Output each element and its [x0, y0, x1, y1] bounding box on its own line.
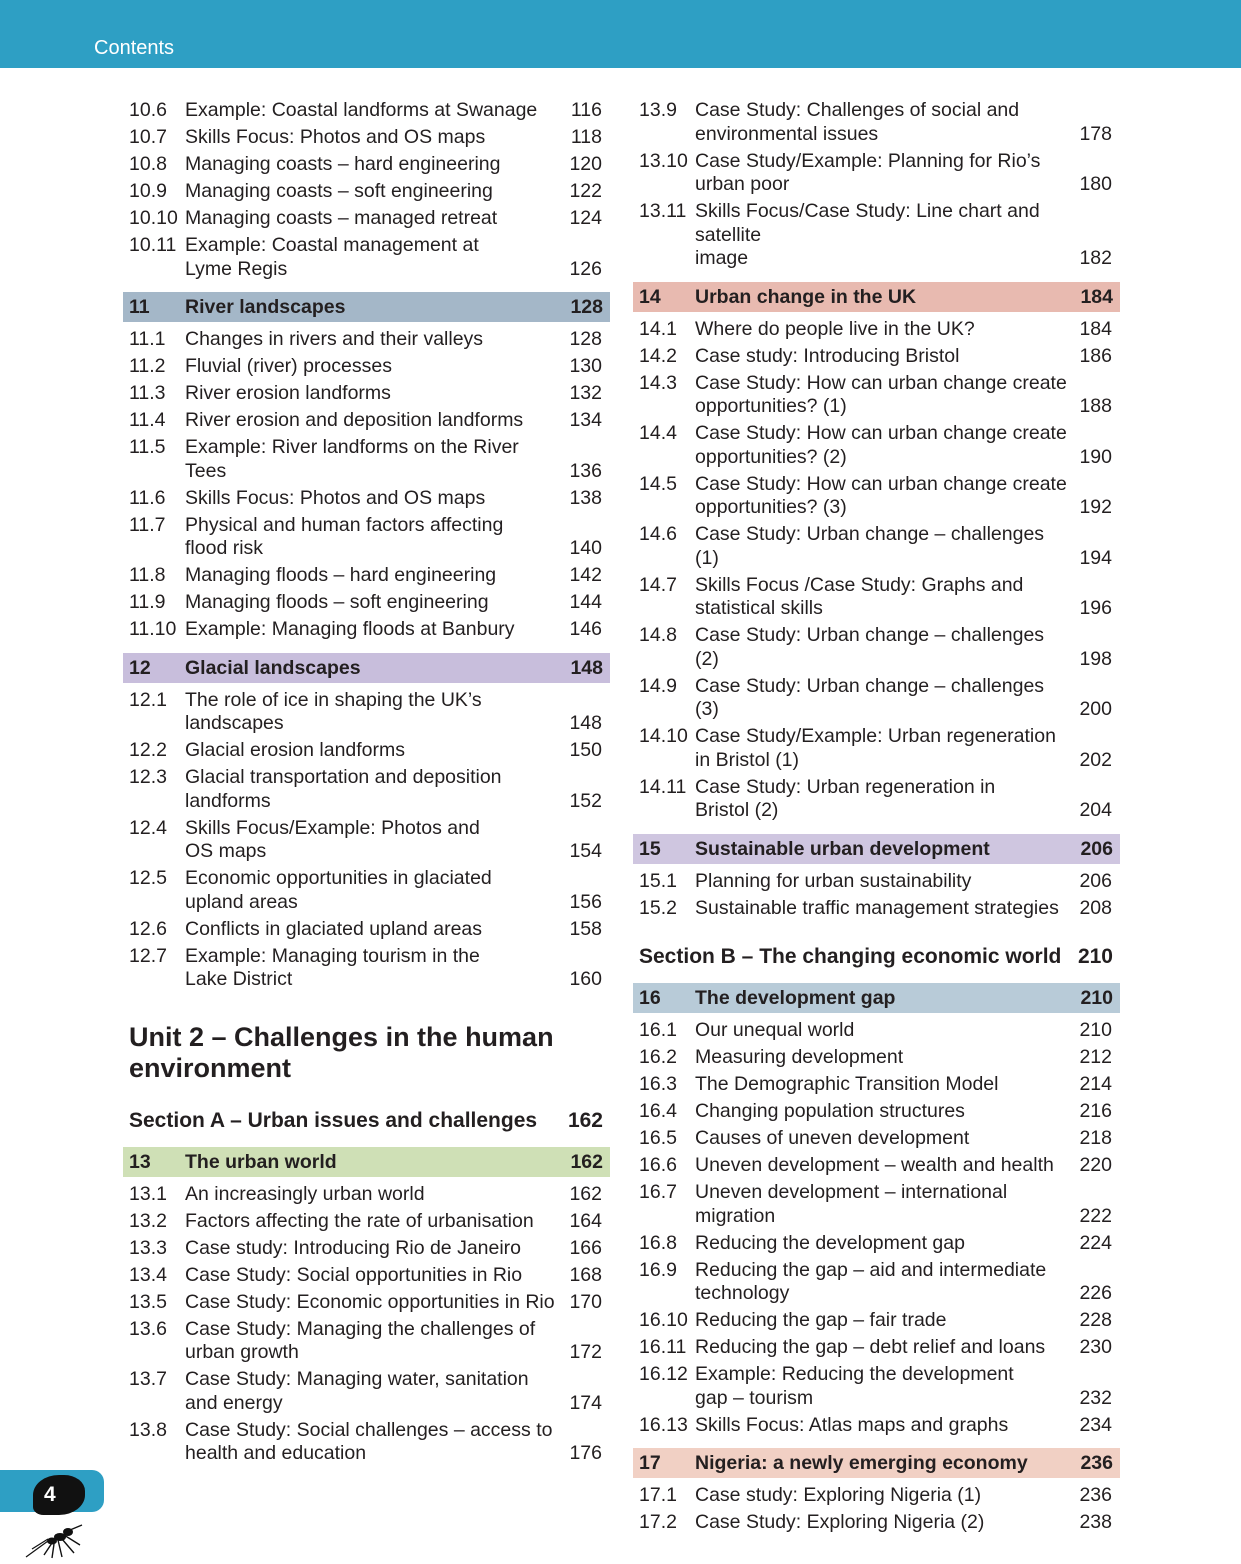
entry-title: Case Study: Exploring Nigeria (2)	[695, 1511, 985, 1533]
entry-page: 164	[569, 1209, 602, 1232]
toc-entry[interactable]	[633, 870, 1120, 894]
toc-entry[interactable]	[123, 945, 610, 992]
entry-title: Case study: Exploring Nigeria (1)	[695, 1484, 982, 1506]
entry-title: Case Study/Example: Planning for Rio’s urban poor	[695, 149, 1041, 195]
entry-page: 216	[1079, 1100, 1112, 1122]
entry-number: 16.7	[639, 1181, 677, 1203]
toc-entry[interactable]	[123, 1264, 610, 1288]
entry-page: 184	[1080, 285, 1113, 308]
entry-title: Reducing the gap – aid and intermediate technology	[695, 1258, 1047, 1304]
entry-page: 206	[1079, 869, 1112, 892]
entry-number: 11	[129, 296, 150, 318]
entry-number: 11.5	[129, 436, 166, 458]
entry-page: 192	[1079, 496, 1112, 518]
entry-number: 17.2	[639, 1511, 677, 1533]
entry-number: 14.5	[639, 472, 677, 495]
entry-number: 13.6	[129, 1317, 167, 1340]
toc-entry[interactable]	[123, 487, 610, 511]
entry-page: 154	[569, 840, 602, 862]
entry-page: 158	[569, 917, 602, 940]
entry-page: 236	[1079, 1484, 1112, 1506]
entry-title: Managing coasts – soft engineering	[185, 180, 493, 202]
entry-title: An increasingly urban world	[185, 1182, 425, 1205]
entry-number: 14	[639, 285, 661, 308]
entry-number: 17.1	[639, 1484, 677, 1506]
entry-number: 14.10	[639, 725, 688, 747]
entry-number: 15.1	[639, 869, 677, 892]
entry-number: 13.3	[129, 1236, 167, 1259]
entry-number: 10.6	[129, 99, 167, 121]
entry-page: 140	[569, 537, 602, 559]
toc-entry[interactable]	[633, 1127, 1120, 1151]
toc-entry[interactable]	[123, 564, 610, 588]
entry-number: 14.1	[639, 317, 677, 340]
toc-entry[interactable]	[633, 1484, 1120, 1508]
toc-entry[interactable]	[123, 355, 610, 379]
unit-heading: Unit 2 – Challenges in the human environment	[129, 1021, 554, 1083]
toc-entry[interactable]	[633, 1336, 1120, 1360]
section-title: Section A – Urban issues and challenges	[129, 1108, 538, 1132]
entry-page: 152	[569, 789, 602, 812]
entry-page: 144	[569, 591, 602, 613]
entry-title: Case Study: Social challenges – access to health and education	[185, 1418, 553, 1464]
entry-page: 122	[569, 180, 602, 202]
entry-title: Case Study/Example: Urban regeneration in Bristol (1)	[695, 725, 1056, 771]
entry-title: Case Study: Economic opportunities in Rio	[185, 1290, 555, 1313]
entry-number: 11.3	[129, 382, 166, 404]
entry-number: 13.5	[129, 1290, 167, 1313]
entry-title: Case Study: Managing water, sanitation and energy	[185, 1368, 529, 1414]
entry-title: Managing coasts – hard engineering	[185, 153, 501, 175]
toc-entry[interactable]	[633, 1019, 1120, 1043]
section-page: 210	[1077, 945, 1113, 968]
entry-title: Example: Managing floods at Banbury	[185, 618, 515, 640]
entry-title: River erosion and deposition landforms	[185, 409, 524, 431]
entry-title: The urban world	[185, 1150, 337, 1173]
entry-number: 14.4	[639, 422, 677, 444]
entry-number: 16.11	[639, 1336, 687, 1358]
entry-title: The development gap	[695, 987, 896, 1009]
contents-left-column	[123, 99, 610, 1469]
toc-entry[interactable]	[633, 200, 1120, 271]
entry-number: 12.1	[129, 688, 167, 711]
toc-entry[interactable]	[123, 514, 610, 561]
toc-entry[interactable]	[633, 897, 1120, 921]
entry-page: 238	[1079, 1511, 1112, 1533]
toc-entry[interactable]	[123, 99, 610, 123]
toc-entry[interactable]	[633, 422, 1120, 469]
entry-page: 150	[569, 739, 602, 761]
toc-entry[interactable]	[123, 1318, 610, 1365]
entry-page: 230	[1079, 1336, 1112, 1358]
entry-number: 10.9	[129, 180, 167, 202]
entry-page: 190	[1079, 445, 1112, 468]
entry-title: The Demographic Transition Model	[695, 1073, 999, 1095]
toc-entry[interactable]	[633, 318, 1120, 342]
entry-title: Conflicts in glaciated upland areas	[185, 917, 483, 940]
entry-page: 148	[570, 656, 603, 679]
entry-page: 234	[1079, 1413, 1112, 1436]
entry-number: 13.2	[129, 1209, 167, 1232]
entry-page: 134	[569, 409, 602, 431]
entry-number: 16.5	[639, 1127, 677, 1149]
entry-title: Uneven development – international migration	[695, 1181, 1008, 1227]
entry-number: 10.7	[129, 126, 167, 148]
toc-entry[interactable]	[633, 776, 1120, 823]
entry-title: Causes of uneven development	[695, 1127, 970, 1149]
entry-title: Case Study: How can urban change create opportunities? (3)	[695, 472, 1067, 518]
entry-title: Case Study: How can urban change create opportunities? (1)	[695, 371, 1067, 417]
entry-page: 210	[1079, 1019, 1112, 1041]
toc-entry[interactable]	[123, 1419, 610, 1466]
entry-page: 188	[1079, 395, 1112, 417]
section-heading	[123, 1106, 610, 1136]
entry-title: The role of ice in shaping the UK’s landscapes	[185, 688, 482, 734]
toc-entry[interactable]	[123, 591, 610, 615]
entry-page: 200	[1079, 698, 1112, 720]
entry-title: Economic opportunities in glaciated upland areas	[185, 867, 492, 913]
entry-number: 14.3	[639, 371, 677, 394]
entry-title: Reducing the gap – debt relief and loans	[695, 1336, 1046, 1358]
entry-number: 12	[129, 656, 151, 679]
entry-number: 11.2	[129, 355, 166, 377]
toc-entry[interactable]	[633, 345, 1120, 369]
toc-entry[interactable]	[123, 436, 610, 483]
entry-number: 10.10	[129, 207, 178, 229]
entry-page: 214	[1079, 1073, 1112, 1095]
entry-page: 156	[569, 890, 602, 913]
entry-title: Skills Focus: Photos and OS maps	[185, 126, 486, 148]
header-bar	[0, 0, 1241, 68]
contents-right-column	[633, 99, 1120, 1538]
entry-title: Case Study: Urban change – challenges (3)	[695, 674, 1045, 720]
entry-title: Skills Focus: Atlas maps and graphs	[695, 1413, 1009, 1436]
entry-page: 126	[569, 257, 602, 280]
entry-number: 11.1	[129, 328, 166, 350]
entry-title: Our unequal world	[695, 1019, 855, 1041]
entry-number: 16.6	[639, 1154, 677, 1176]
page-title: Contents	[94, 37, 175, 59]
entry-title: Case Study: Managing the challenges of urban growth	[185, 1317, 536, 1363]
chapter-heading[interactable]	[633, 834, 1120, 864]
entry-title: Sustainable traffic management strategies	[695, 896, 1059, 919]
toc-entry[interactable]	[633, 1073, 1120, 1097]
entry-title: Reducing the development gap	[695, 1231, 965, 1254]
entry-title: Changing population structures	[695, 1100, 965, 1122]
entry-title: Managing floods – soft engineering	[185, 591, 489, 613]
entry-page: 186	[1079, 344, 1112, 367]
entry-title: Example: Coastal management at Lyme Regis	[185, 234, 479, 280]
entry-page: 208	[1079, 896, 1112, 919]
toc-entry[interactable]	[123, 180, 610, 204]
toc-entry[interactable]	[123, 328, 610, 352]
page-number: 4	[44, 1483, 56, 1506]
toc-entry[interactable]	[123, 1183, 610, 1207]
entry-page: 178	[1079, 122, 1112, 145]
entry-number: 12.7	[129, 944, 167, 967]
toc-entry[interactable]	[123, 689, 610, 736]
entry-number: 14.2	[639, 344, 677, 367]
toc-entry[interactable]	[633, 624, 1120, 671]
toc-entry[interactable]	[633, 1363, 1120, 1410]
entry-number: 13.4	[129, 1263, 167, 1286]
chapter-heading[interactable]	[123, 1147, 610, 1177]
entry-number: 16.3	[639, 1073, 677, 1095]
toc-entry[interactable]	[633, 1232, 1120, 1256]
entry-page: 142	[569, 564, 602, 586]
toc-entry[interactable]	[633, 523, 1120, 570]
entry-page: 210	[1080, 987, 1113, 1009]
entry-page: 228	[1079, 1309, 1112, 1331]
section-title: Section B – The changing economic world	[639, 945, 1062, 968]
toc-entry[interactable]	[633, 372, 1120, 419]
toc-entry[interactable]	[123, 918, 610, 942]
entry-page: 196	[1079, 597, 1112, 619]
entry-page: 170	[569, 1290, 602, 1313]
entry-page: 162	[570, 1150, 603, 1173]
entry-page: 204	[1079, 799, 1112, 821]
entry-title: Case Study: Urban change – challenges (1)	[695, 523, 1045, 569]
entry-number: 11.6	[129, 486, 166, 509]
entry-page: 128	[570, 296, 603, 318]
entry-title: Changes in rivers and their valleys	[185, 328, 484, 350]
entry-title: Case Study: Urban regeneration in Bristol (2)	[695, 775, 996, 821]
entry-page: 182	[1079, 247, 1112, 269]
entry-title: Sustainable urban development	[695, 837, 990, 860]
entry-number: 13.10	[639, 149, 688, 172]
entry-title: Glacial erosion landforms	[185, 739, 406, 761]
entry-number: 17	[639, 1452, 661, 1474]
chapter-heading[interactable]	[123, 292, 610, 322]
entry-page: 120	[569, 153, 602, 175]
entry-number: 13.9	[639, 99, 677, 121]
entry-title: Glacial landscapes	[185, 656, 361, 679]
entry-number: 15	[639, 837, 661, 860]
entry-title: Glacial transportation and deposition landforms	[185, 766, 502, 812]
entry-title: Case Study: Social opportunities in Rio	[185, 1263, 523, 1286]
entry-number: 13.8	[129, 1418, 167, 1441]
entry-number: 12.5	[129, 867, 167, 889]
entry-title: Planning for urban sustainability	[695, 869, 972, 892]
toc-entry[interactable]	[633, 473, 1120, 520]
entry-page: 224	[1079, 1231, 1112, 1254]
toc-entry[interactable]	[633, 675, 1120, 722]
entry-title: Skills Focus /Case Study: Graphs and statistical skills	[695, 573, 1024, 619]
entry-number: 14.11	[639, 775, 687, 798]
entry-page: 166	[569, 1236, 602, 1259]
entry-number: 12.6	[129, 917, 167, 940]
entry-page: 138	[569, 486, 602, 509]
entry-number: 11.7	[129, 513, 166, 536]
entry-page: 184	[1079, 317, 1112, 340]
section-page: 162	[567, 1108, 603, 1132]
entry-number: 10.8	[129, 153, 167, 175]
entry-number: 16.1	[639, 1019, 677, 1041]
entry-title: Reducing the gap – fair trade	[695, 1309, 947, 1331]
entry-number: 13.1	[129, 1182, 167, 1205]
toc-entry[interactable]	[123, 867, 610, 914]
entry-page: 194	[1079, 546, 1112, 569]
toc-entry[interactable]	[123, 1237, 610, 1261]
entry-number: 12.3	[129, 766, 167, 788]
entry-title: Uneven development – wealth and health	[695, 1154, 1054, 1176]
chapter-heading[interactable]	[633, 983, 1120, 1013]
toc-entry[interactable]	[123, 207, 610, 231]
chapter-heading[interactable]	[633, 1448, 1120, 1478]
toc-entry[interactable]	[633, 1414, 1120, 1438]
toc-entry[interactable]	[633, 574, 1120, 621]
toc-entry[interactable]	[633, 150, 1120, 197]
entry-title: River erosion landforms	[185, 382, 391, 404]
entry-page: 132	[569, 382, 602, 404]
entry-page: 160	[569, 968, 602, 990]
entry-number: 14.6	[639, 523, 677, 545]
toc-entry[interactable]	[633, 1259, 1120, 1306]
entry-page: 172	[569, 1341, 602, 1363]
entry-page: 222	[1079, 1204, 1112, 1227]
entry-title: Urban change in the UK	[695, 285, 917, 308]
entry-page: 124	[569, 207, 602, 229]
entry-page: 236	[1080, 1452, 1113, 1474]
entry-number: 16.2	[639, 1046, 677, 1068]
entry-number: 16.9	[639, 1258, 677, 1281]
entry-page: 220	[1079, 1154, 1112, 1176]
toc-entry[interactable]	[123, 618, 610, 642]
entry-number: 16	[639, 987, 661, 1009]
entry-page: 148	[569, 712, 602, 734]
entry-number: 13.11	[639, 200, 687, 222]
toc-entry[interactable]	[633, 1181, 1120, 1228]
entry-page: 232	[1079, 1386, 1112, 1409]
toc-entry[interactable]	[633, 1511, 1120, 1535]
entry-title: Skills Focus: Photos and OS maps	[185, 486, 486, 509]
entry-number: 13.7	[129, 1368, 167, 1390]
entry-number: 16.12	[639, 1363, 688, 1385]
entry-title: Example: Reducing the development gap – tourism	[695, 1363, 1014, 1409]
toc-entry[interactable]	[633, 1309, 1120, 1333]
toc-entry[interactable]	[123, 766, 610, 813]
toc-entry[interactable]	[633, 1046, 1120, 1070]
toc-entry[interactable]	[123, 739, 610, 763]
entry-title: River landscapes	[185, 296, 346, 318]
entry-title: Case Study: Challenges of social and environmental issues	[695, 99, 1020, 145]
entry-number: 11.10	[129, 618, 177, 640]
entry-title: Case Study: Urban change – challenges (2)	[695, 624, 1045, 670]
toc-entry[interactable]	[123, 817, 610, 864]
toc-entry[interactable]	[123, 234, 610, 281]
entry-title: Example: River landforms on the River Tees	[185, 436, 519, 482]
entry-number: 13	[129, 1150, 151, 1173]
ant-icon	[22, 1505, 92, 1560]
entry-page: 168	[569, 1263, 602, 1286]
entry-page: 180	[1079, 173, 1112, 195]
entry-title: Skills Focus/Example: Photos and OS maps	[185, 816, 480, 862]
entry-number: 14.7	[639, 573, 677, 596]
entry-page: 146	[569, 618, 602, 640]
toc-entry[interactable]	[633, 725, 1120, 772]
entry-title: Case study: Introducing Rio de Janeiro	[185, 1236, 522, 1259]
entry-number: 11.8	[129, 564, 166, 586]
section-heading	[633, 942, 1120, 972]
entry-title: Fluvial (river) processes	[185, 355, 392, 377]
entry-number: 11.4	[129, 409, 166, 431]
entry-number: 10.11	[129, 234, 177, 256]
entry-page: 116	[570, 99, 602, 121]
chapter-heading[interactable]	[123, 653, 610, 683]
entry-number: 16.10	[639, 1309, 688, 1331]
toc-entry[interactable]	[123, 153, 610, 177]
entry-title: Example: Managing tourism in the Lake District	[185, 944, 480, 990]
entry-number: 16.13	[639, 1413, 688, 1436]
toc-entry[interactable]	[123, 382, 610, 406]
toc-entry[interactable]	[633, 1154, 1120, 1178]
entry-page: 162	[569, 1182, 602, 1205]
entry-title: Nigeria: a newly emerging economy	[695, 1452, 1028, 1474]
entry-page: 218	[1079, 1127, 1112, 1149]
toc-entry[interactable]	[633, 99, 1120, 146]
toc-entry[interactable]	[123, 1291, 610, 1315]
chapter-heading[interactable]	[633, 282, 1120, 312]
entry-title: Case study: Introducing Bristol	[695, 344, 960, 367]
entry-number: 14.8	[639, 624, 677, 646]
entry-page: 212	[1079, 1046, 1112, 1068]
entry-number: 15.2	[639, 896, 677, 919]
entry-number: 11.9	[129, 591, 166, 613]
entry-title: Factors affecting the rate of urbanisation	[185, 1209, 534, 1232]
entry-title: Measuring development	[695, 1046, 904, 1068]
toc-entry[interactable]	[123, 126, 610, 150]
entry-page: 128	[569, 328, 602, 350]
entry-page: 118	[570, 126, 602, 148]
entry-number: 14.9	[639, 674, 677, 697]
entry-title: Managing coasts – managed retreat	[185, 207, 498, 229]
entry-title: Where do people live in the UK?	[695, 317, 975, 340]
entry-page: 136	[569, 459, 602, 482]
entry-number: 16.8	[639, 1231, 677, 1254]
entry-page: 202	[1079, 748, 1112, 771]
entry-title: Physical and human factors affecting flood risk	[185, 513, 504, 559]
entry-page: 226	[1079, 1282, 1112, 1304]
entry-page: 130	[569, 355, 602, 377]
entry-number: 12.2	[129, 739, 167, 761]
entry-page: 176	[569, 1442, 602, 1464]
entry-number: 16.4	[639, 1100, 677, 1122]
toc-entry[interactable]	[123, 409, 610, 433]
toc-entry[interactable]	[123, 1368, 610, 1415]
entry-title: Case Study: How can urban change create opportunities? (2)	[695, 422, 1067, 468]
toc-entry[interactable]	[633, 1100, 1120, 1124]
entry-number: 12.4	[129, 816, 167, 839]
toc-entry[interactable]	[123, 1210, 610, 1234]
entry-title: Example: Coastal landforms at Swanage	[185, 99, 538, 121]
entry-title: Skills Focus/Case Study: Line chart and satellite image	[695, 200, 1040, 269]
entry-page: 174	[569, 1391, 602, 1414]
entry-page: 198	[1079, 647, 1112, 670]
entry-page: 206	[1080, 837, 1113, 860]
entry-title: Managing floods – hard engineering	[185, 564, 497, 586]
